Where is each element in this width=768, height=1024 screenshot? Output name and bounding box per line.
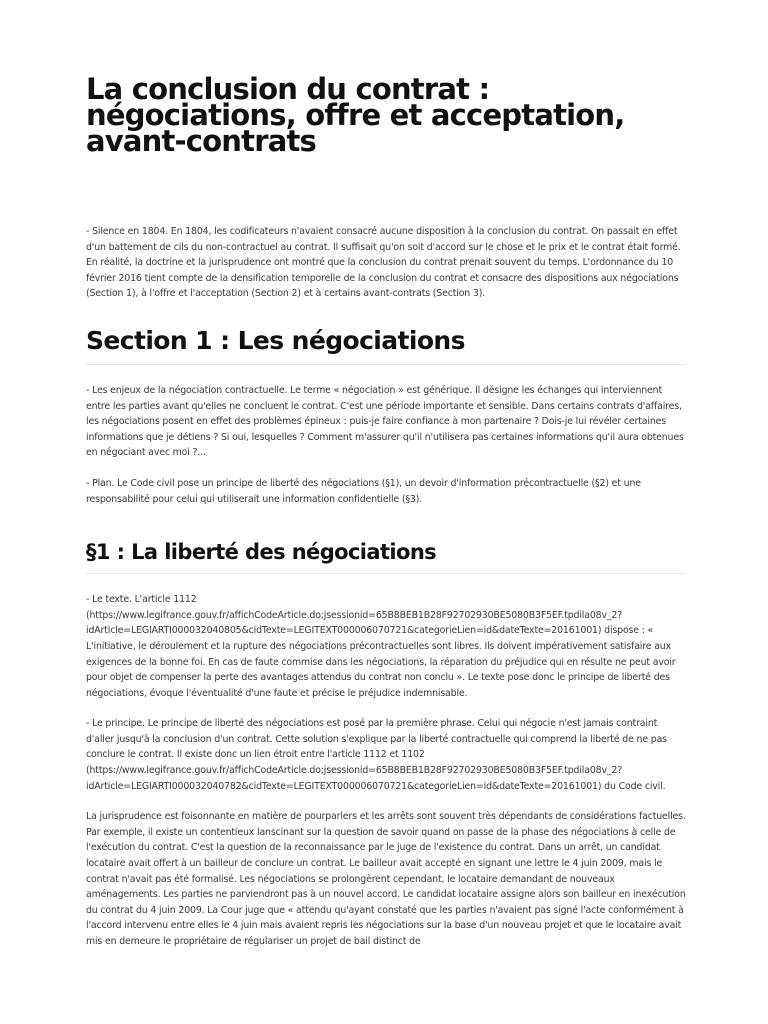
paragraph-lead: - Le texte. (86, 594, 132, 606)
paragraph-text: L'article 1112 (https://www.legifrance.gouv.fr/affichCodeArticle.do;jsessionid=65B8BEB1B28F92702930BE5080B3F5EF.tpdila08v_2?idArticle=LEGIARTI000032040805&cidTexte=LEGITEXT000006070721&categorieLien=id&dateTexte=20161001) dispose : « L'initiative, le déroulement et la rupture des négociations précontractuelles sont libres. Ils doivent impérativement satisfaire aux exigences de la bonne foi. En cas de faute commise dans les négociations, la réparation du préjudice qui en résulte ne peut avoir pour objet de compenser la perte des avantages attendus du contrat non conclu ». Le texte pose donc le principe de liberté des négociations, évoque l'éventualité d'une faute et précise le préjudice indemnisable. (86, 594, 676, 699)
section-divider (86, 364, 686, 365)
paragraph-enjeux (86, 383, 686, 461)
paragraph-texte (86, 592, 686, 701)
paragraph-text: Le principe de liberté des négociations est posé par la première phrase. Celui qui négocie n'est jamais contraint d'aller jusqu'à la conclusion d'un contrat. Cette solution s'explique par la liberté contractuelle qui comprend la liberté de ne pas conclure le contrat. Il existe donc un lien étroit entre l'article 1112 et 1102 (https://www.legifrance.gouv.fr/affichCodeArticle.do;jsessionid=65B8BEB1B28F92702930BE5080B3F5EF.tpdila08v_2?idArticle=LEGIARTI000032040782&cidTexte=LEGITEXT000006070721&categorieLien=id&dateTexte=20161001) du Code civil. (86, 718, 667, 792)
page-title: La conclusion du contrat : négociations, offre et acceptation, avant-contrats (86, 72, 625, 158)
subsection-divider (86, 573, 686, 574)
paragraph-text: Le Code civil pose un principe de liberté des négociations (§1), un devoir d'information précontractuelle (§2) et une responsabilité pour celui qui utiliserait une information confidentielle (§3). (86, 477, 641, 505)
paragraph-text: La jurisprudence est foisonnante en matière de pourparlers et les arrêts sont souvent très dépendants de considérations factuelles. Par exemple, il existe un contentieux lanscinant sur la question de savoir quand on passe de la phase des négociations à celle de l'exécution du contrat. C'est la question de la reconnaissance par le juge de l'existence du contrat. Dans un arrêt, un candidat locataire avait offert à un bailleur de conclure un contrat. Le bailleur avait accepté en signant une lettre le 4 juin 2009, mais le contrat n'avait pas été formalisé. Les négociations se prolongèrent cependant, le locataire demandant de nouveaux aménagements. Les parties ne parviendront pas à un nouvel accord. Le candidat locataire assigne alors son bailleur en inexécution du contrat du 4 juin 2009. La Cour juge que « attendu qu'ayant constaté que les parties n'avaient pas signé l'acte conformément à l'accord intervenu entre elles le 4 juin mais avaient repris les négociations sur la base d'un nouveau projet et que le locataire avait mis en demeure le propriétaire de régulariser un projet de bail distinct de (86, 811, 686, 947)
intro-text: En 1804, les codificateurs n'avaient consacré aucune disposition à la conclusion du contrat. On passait en effet d'un battement de cils du non-contractuel au contrat. Il suffisait qu'on soit d'accord sur le chose et le prix et le contrat était formé. En réalité, la doctrine et la jurisprudence ont montré que la conclusion du contrat prenait souvent du temps. L'ordonnance du 10 février 2016 tient compte de la densification temporelle de la conclusion du contrat et consacre des dispositions aux négociations (Section 1), à l'offre et l'acceptation (Section 2) et à certains avant-contrats (Section 3). (86, 226, 681, 300)
section-heading: Section 1 : Les négociations (86, 325, 465, 355)
paragraph-lead: - Les enjeux de la négociation contractuelle. (86, 384, 288, 396)
paragraph-plan (86, 476, 686, 507)
subsection-heading: §1 : La liberté des négociations (86, 540, 437, 565)
paragraph-lead: - Plan. (86, 477, 115, 489)
paragraph-text: Le terme « négociation » est générique. Il désigne les échanges qui interviennent entre les parties avant qu'elles ne concluent le contrat. C'est une période importante et sensible. Dans certains contrats d'affaires, les négociations posent en effet des problèmes épineux : puis-je faire confiance à mon partenaire ? Dois-je lui révéler certaines informations que je détiens ? Si oui, lesquelles ? Comment m'assurer qu'il n'utilisera pas certaines informations qu'il aura obtenues en négociant avec moi ?... (86, 384, 684, 459)
intro-lead: - Silence en 1804. (86, 226, 168, 237)
intro-paragraph (86, 224, 686, 302)
article-content (86, 72, 686, 950)
paragraph-principe (86, 716, 686, 794)
paragraph-lead: - Le principe. (86, 718, 145, 730)
paragraph-jurisprudence (86, 809, 686, 949)
